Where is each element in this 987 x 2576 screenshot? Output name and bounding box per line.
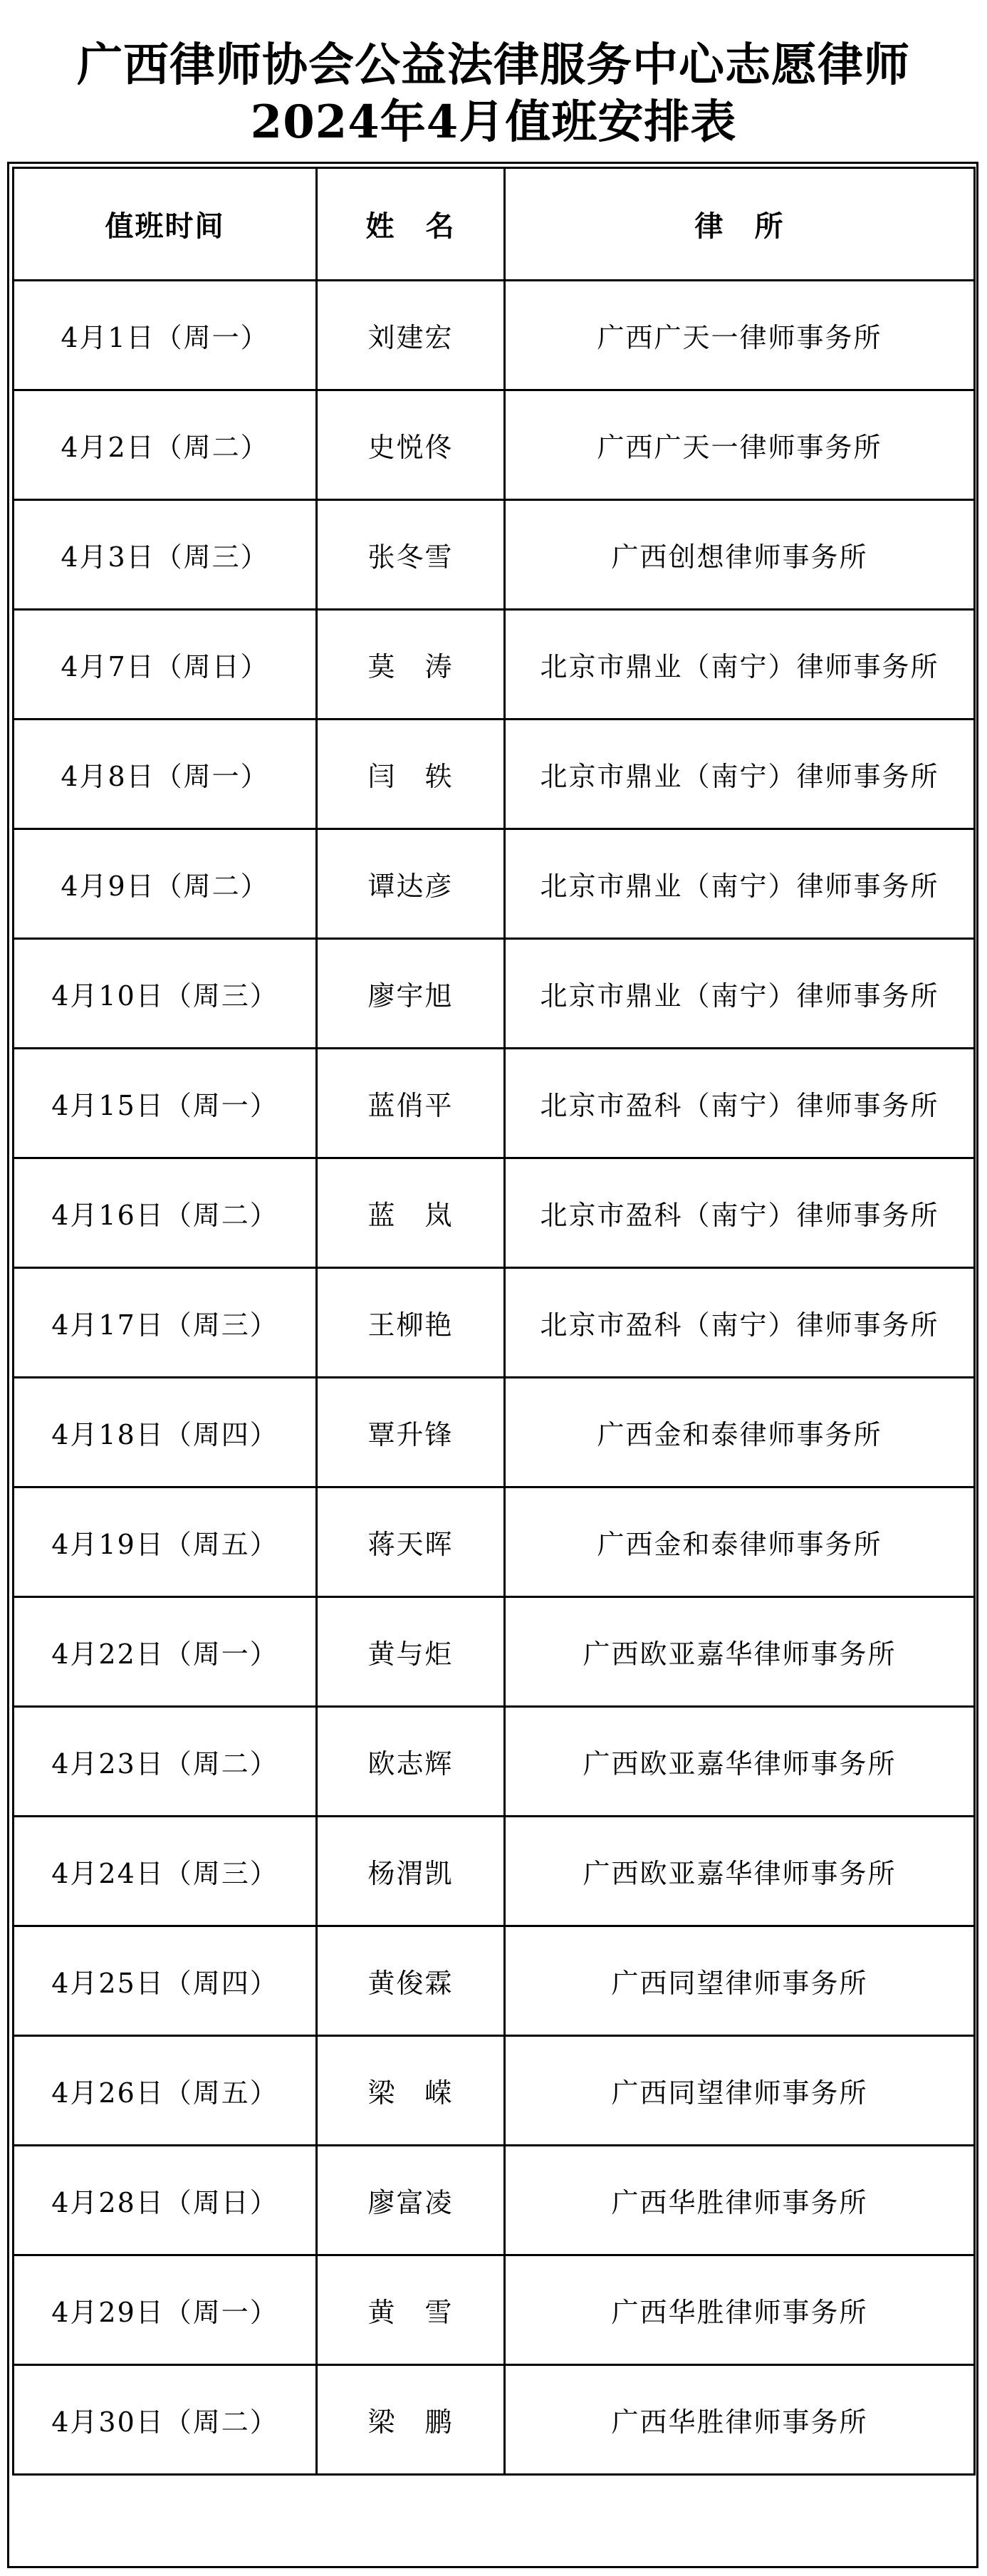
table-row [14,2036,975,2146]
lawyer-name-cell: 欧志辉 [317,1707,505,1817]
duty-time-cell: 4月30日（周二） [14,2365,317,2475]
table-row [14,829,975,939]
lawyer-name-cell: 闫 轶 [317,720,505,829]
duty-time-cell: 4月16日（周二） [14,1158,317,1268]
duty-time-cell: 4月24日（周三） [14,1817,317,1926]
table-row [14,2255,975,2365]
duty-time-cell: 4月3日（周三） [14,500,317,610]
table-row [14,1487,975,1597]
table-row [14,1926,975,2036]
law-firm-cell: 广西华胜律师事务所 [505,2365,975,2475]
duty-time-cell: 4月23日（周二） [14,1707,317,1817]
lawyer-name-cell: 莫 涛 [317,610,505,720]
law-firm-cell: 北京市鼎业（南宁）律师事务所 [505,610,975,720]
lawyer-name-cell: 谭达彦 [317,829,505,939]
law-firm-cell: 北京市鼎业（南宁）律师事务所 [505,939,975,1049]
duty-time-cell: 4月17日（周三） [14,1268,317,1378]
lawyer-name-cell: 王柳艳 [317,1268,505,1378]
table-row [14,1049,975,1158]
law-firm-cell: 北京市鼎业（南宁）律师事务所 [505,720,975,829]
law-firm-cell: 北京市鼎业（南宁）律师事务所 [505,829,975,939]
duty-time-cell: 4月29日（周一） [14,2255,317,2365]
table-row [14,281,975,390]
lawyer-name-cell: 蓝 岚 [317,1158,505,1268]
duty-time-cell: 4月19日（周五） [14,1487,317,1597]
lawyer-name-cell: 黄俊霖 [317,1926,505,2036]
table-header-row [14,168,975,281]
law-firm-cell: 广西欧亚嘉华律师事务所 [505,1707,975,1817]
table-row [14,1817,975,1926]
lawyer-name-cell: 蓝俏平 [317,1049,505,1158]
duty-time-cell: 4月9日（周二） [14,829,317,939]
header-law-firm: 律 所 [505,168,975,281]
law-firm-cell: 广西欧亚嘉华律师事务所 [505,1597,975,1707]
document-title: 广西律师协会公益法律服务中心志愿律师 [77,38,910,92]
header-duty-time: 值班时间 [14,168,317,281]
document-subtitle: 2024年4月值班安排表 [250,95,737,149]
table-row [14,1158,975,1268]
law-firm-cell: 广西创想律师事务所 [505,500,975,610]
duty-time-cell: 4月25日（周四） [14,1926,317,2036]
table-row [14,500,975,610]
lawyer-name-cell: 廖宇旭 [317,939,505,1049]
duty-time-cell: 4月15日（周一） [14,1049,317,1158]
lawyer-name-cell: 廖富凌 [317,2146,505,2255]
duty-time-cell: 4月22日（周一） [14,1597,317,1707]
lawyer-name-cell: 蒋天晖 [317,1487,505,1597]
law-firm-cell: 广西欧亚嘉华律师事务所 [505,1817,975,1926]
law-firm-cell: 北京市盈科（南宁）律师事务所 [505,1049,975,1158]
table-row [14,1707,975,1817]
lawyer-name-cell: 梁 嵘 [317,2036,505,2146]
duty-time-cell: 4月28日（周日） [14,2146,317,2255]
law-firm-cell: 广西同望律师事务所 [505,2036,975,2146]
law-firm-cell: 广西广天一律师事务所 [505,390,975,500]
lawyer-name-cell: 覃升锋 [317,1378,505,1487]
duty-time-cell: 4月2日（周二） [14,390,317,500]
law-firm-cell: 广西华胜律师事务所 [505,2146,975,2255]
law-firm-cell: 广西华胜律师事务所 [505,2255,975,2365]
law-firm-cell: 北京市盈科（南宁）律师事务所 [505,1268,975,1378]
table-row [14,390,975,500]
duty-schedule-table [12,167,976,2476]
law-firm-cell: 广西金和泰律师事务所 [505,1378,975,1487]
law-firm-cell: 北京市盈科（南宁）律师事务所 [505,1158,975,1268]
header-name: 姓 名 [317,168,505,281]
lawyer-name-cell: 梁 鹏 [317,2365,505,2475]
duty-time-cell: 4月1日（周一） [14,281,317,390]
lawyer-name-cell: 杨渭凯 [317,1817,505,1926]
law-firm-cell: 广西金和泰律师事务所 [505,1487,975,1597]
duty-time-cell: 4月26日（周五） [14,2036,317,2146]
table-row [14,1268,975,1378]
lawyer-name-cell: 黄 雪 [317,2255,505,2365]
lawyer-name-cell: 史悦佟 [317,390,505,500]
duty-time-cell: 4月8日（周一） [14,720,317,829]
table-row [14,2146,975,2255]
duty-time-cell: 4月10日（周三） [14,939,317,1049]
duty-time-cell: 4月18日（周四） [14,1378,317,1487]
lawyer-name-cell: 黄与炬 [317,1597,505,1707]
law-firm-cell: 广西同望律师事务所 [505,1926,975,2036]
table-row [14,939,975,1049]
table-row [14,2365,975,2475]
table-row [14,1597,975,1707]
lawyer-name-cell: 张冬雪 [317,500,505,610]
table-row [14,610,975,720]
lawyer-name-cell: 刘建宏 [317,281,505,390]
law-firm-cell: 广西广天一律师事务所 [505,281,975,390]
duty-time-cell: 4月7日（周日） [14,610,317,720]
table-row [14,1378,975,1487]
table-row [14,720,975,829]
